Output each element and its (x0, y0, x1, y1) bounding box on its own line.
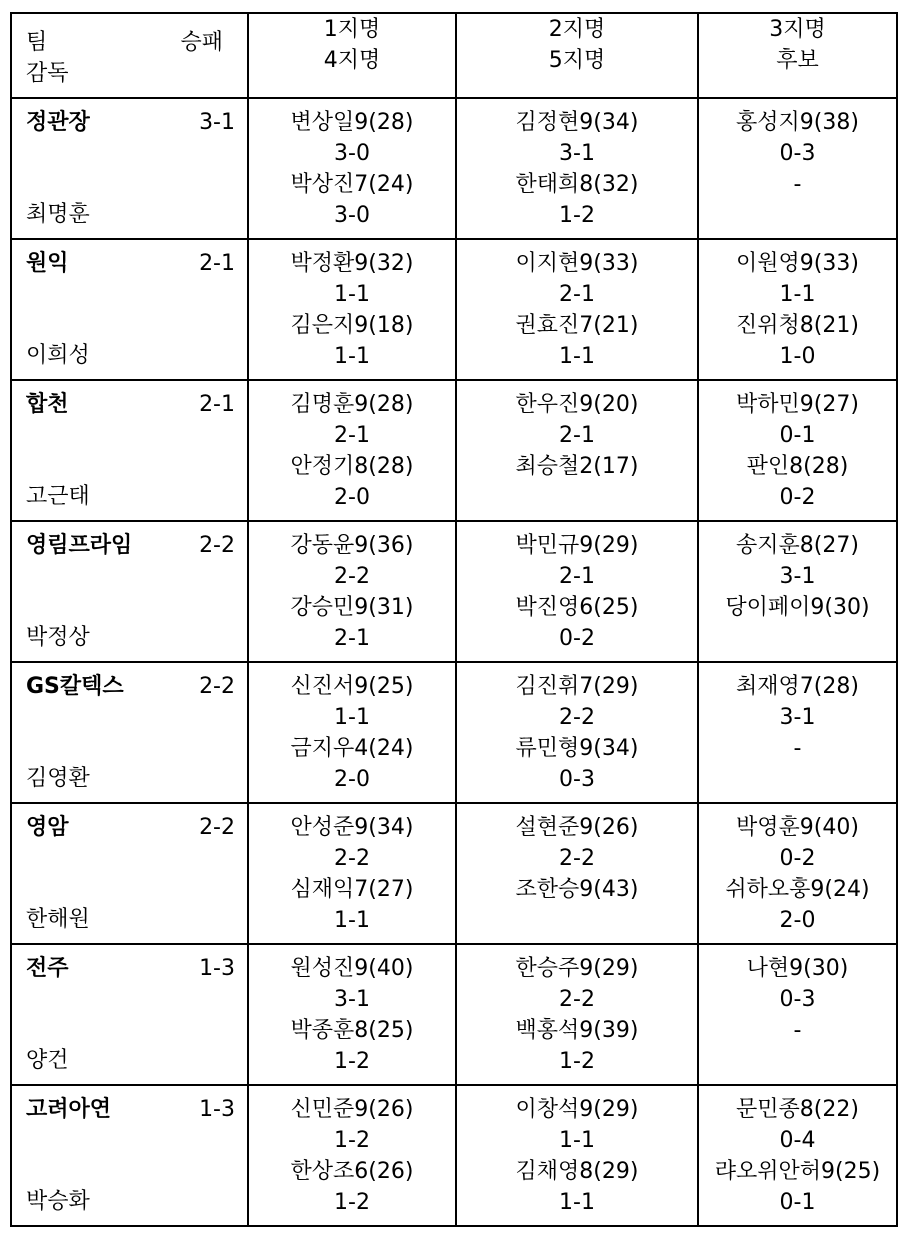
team-record: 2-2 (199, 533, 235, 558)
player-name: 김명훈9(28) (290, 392, 414, 417)
team-cell (11, 98, 248, 239)
player-record: 0-3 (779, 987, 816, 1012)
header-pick2-label: 2지명 (548, 17, 606, 42)
player-name: 원성진9(40) (290, 956, 414, 981)
player-name: 안성준9(34) (290, 815, 414, 840)
player-name: 당이페이9(30) (725, 595, 870, 620)
player-record: 1-1 (779, 282, 816, 307)
player-name: 송지훈8(27) (736, 533, 859, 558)
team-row (11, 803, 897, 944)
player-record: 1-2 (334, 1190, 370, 1215)
pick-column-2-cell (456, 1085, 698, 1226)
pick-column-1-cell (248, 1085, 456, 1226)
player-name: 박민규9(29) (515, 533, 639, 558)
player-record: 2-2 (334, 846, 370, 871)
team-record: 2-1 (199, 392, 235, 417)
player-name: 박영훈9(40) (736, 815, 859, 840)
player-name: - (793, 172, 802, 197)
player-name: 김진휘7(29) (515, 674, 639, 699)
player-record: 0-2 (779, 485, 816, 510)
player-record: 2-0 (334, 767, 370, 792)
header-pick4-label: 4지명 (323, 48, 381, 73)
player-name: 권효진7(21) (515, 313, 639, 338)
coach-name: 박정상 (26, 625, 90, 650)
team-name: 전주 (26, 956, 69, 981)
team-record: 1-3 (199, 956, 235, 981)
team-record: 2-2 (199, 815, 235, 840)
player-record: 1-1 (334, 282, 370, 307)
player-record: 1-2 (334, 1049, 370, 1074)
player-name: 변상일9(28) (290, 110, 414, 135)
pick-column-3-cell (698, 239, 897, 380)
player-record: 1-2 (559, 1049, 595, 1074)
player-record (699, 623, 896, 654)
player-record: 2-2 (559, 987, 595, 1012)
player-record: 3-0 (334, 203, 370, 228)
team-cell (11, 239, 248, 380)
player-record: 2-2 (559, 846, 595, 871)
team-record: 2-2 (199, 674, 235, 699)
header-team-label: 팀 (26, 30, 48, 55)
player-record: 2-2 (334, 564, 370, 589)
header-coach-label: 감독 (26, 61, 69, 86)
team-name: 영암 (26, 815, 69, 840)
player-name: 김은지9(18) (290, 313, 414, 338)
team-name: 원익 (26, 251, 69, 276)
team-row (11, 98, 897, 239)
player-name: 박정환9(32) (290, 251, 414, 276)
player-name: 박진영6(25) (515, 595, 639, 620)
player-record: 2-1 (559, 282, 595, 307)
player-name: 박상진7(24) (290, 172, 414, 197)
player-name: 진위청8(21) (736, 313, 859, 338)
team-cell (11, 803, 248, 944)
team-row (11, 521, 897, 662)
player-record: 2-1 (559, 564, 595, 589)
player-name: 최승철2(17) (515, 454, 639, 479)
player-name: 쉬하오훙9(24) (725, 877, 870, 902)
league-roster-table (10, 12, 898, 1227)
team-cell (11, 521, 248, 662)
player-name: 조한승9(43) (515, 877, 639, 902)
pick-column-3-cell (698, 380, 897, 521)
player-record (699, 200, 896, 231)
team-cell (11, 662, 248, 803)
header-pick2-cell (456, 13, 698, 98)
player-name: 랴오위안허9(25) (714, 1159, 881, 1184)
header-pick3-label: 3지명 (769, 17, 826, 42)
header-team-cell (11, 13, 248, 98)
player-name: 박종훈8(25) (290, 1018, 414, 1043)
pick-column-2-cell (456, 944, 698, 1085)
coach-name: 고근태 (26, 484, 90, 509)
team-row (11, 239, 897, 380)
player-name: 신민준9(26) (290, 1097, 414, 1122)
player-record (699, 1046, 896, 1077)
player-record: 3-1 (779, 705, 816, 730)
pick-column-1-cell (248, 239, 456, 380)
player-record: 0-3 (779, 141, 816, 166)
player-name: 이창석9(29) (515, 1097, 639, 1122)
player-record: 2-1 (559, 423, 595, 448)
player-record: 0-2 (779, 846, 816, 871)
coach-name: 최명훈 (26, 202, 90, 227)
pick-column-3-cell (698, 521, 897, 662)
team-row (11, 944, 897, 1085)
player-name: 김정현9(34) (515, 110, 639, 135)
player-record: 1-1 (334, 344, 370, 369)
team-row (11, 1085, 897, 1226)
header-reserve-label: 후보 (776, 48, 819, 73)
team-name: 정관장 (26, 110, 90, 135)
player-name: 박하민9(27) (736, 392, 859, 417)
pick-column-3-cell (698, 662, 897, 803)
player-name: 한태희8(32) (515, 172, 639, 197)
team-record: 3-1 (199, 110, 235, 135)
header-record-label: 승패 (180, 30, 223, 55)
header-pick3-cell (698, 13, 897, 98)
player-name: 강승민9(31) (290, 595, 414, 620)
pick-column-1-cell (248, 944, 456, 1085)
player-name: - (793, 736, 802, 761)
player-record: 1-1 (559, 1190, 595, 1215)
player-record: 0-2 (559, 626, 595, 651)
player-name: 한우진9(20) (515, 392, 639, 417)
player-record: 3-1 (334, 987, 370, 1012)
coach-name: 한해원 (26, 907, 90, 932)
player-record: 0-3 (559, 767, 595, 792)
team-name: GS칼텍스 (26, 674, 124, 699)
player-record: 1-1 (559, 1128, 595, 1153)
player-name: 한상조6(26) (290, 1159, 414, 1184)
player-name: 설현준9(26) (515, 815, 639, 840)
player-record: 1-2 (334, 1128, 370, 1153)
team-name: 합천 (26, 392, 69, 417)
pick-column-2-cell (456, 803, 698, 944)
player-name: 나현9(30) (746, 956, 849, 981)
player-name: 판인8(28) (746, 454, 849, 479)
pick-column-1-cell (248, 521, 456, 662)
player-name: 금지우4(24) (290, 736, 414, 761)
player-name: 한승주9(29) (515, 956, 639, 981)
player-name: 백홍석9(39) (515, 1018, 639, 1043)
player-name: 심재익7(27) (290, 877, 414, 902)
coach-name: 김영환 (26, 766, 90, 791)
player-name: 김채영8(29) (515, 1159, 639, 1184)
player-record (457, 905, 697, 936)
player-name: - (793, 1018, 802, 1043)
team-row (11, 380, 897, 521)
pick-column-2-cell (456, 662, 698, 803)
pick-column-3-cell (698, 944, 897, 1085)
player-name: 홍성지9(38) (736, 110, 859, 135)
team-cell (11, 1085, 248, 1226)
player-record (457, 482, 697, 513)
pick-column-3-cell (698, 803, 897, 944)
team-name: 고려아연 (26, 1097, 112, 1122)
pick-column-1-cell (248, 662, 456, 803)
player-record: 3-1 (779, 564, 816, 589)
player-record: 2-1 (334, 626, 370, 651)
player-record: 1-0 (779, 344, 816, 369)
player-name: 최재영7(28) (736, 674, 859, 699)
team-record: 1-3 (199, 1097, 235, 1122)
pick-column-3-cell (698, 1085, 897, 1226)
header-pick1-cell (248, 13, 456, 98)
team-name: 영림프라임 (26, 533, 133, 558)
player-name: 강동윤9(36) (290, 533, 414, 558)
player-name: 신진서9(25) (290, 674, 414, 699)
player-record (699, 764, 896, 795)
pick-column-1-cell (248, 98, 456, 239)
player-record: 0-1 (779, 423, 816, 448)
player-record: 3-0 (334, 141, 370, 166)
pick-column-2-cell (456, 98, 698, 239)
player-record: 2-0 (779, 908, 816, 933)
pick-column-3-cell (698, 98, 897, 239)
team-record: 2-1 (199, 251, 235, 276)
pick-column-2-cell (456, 239, 698, 380)
pick-column-2-cell (456, 380, 698, 521)
pick-column-1-cell (248, 380, 456, 521)
player-record: 2-2 (559, 705, 595, 730)
player-name: 이지현9(33) (515, 251, 639, 276)
player-record: 1-1 (334, 908, 370, 933)
header-pick5-label: 5지명 (548, 48, 606, 73)
coach-name: 박승화 (26, 1189, 90, 1214)
player-record: 1-1 (334, 705, 370, 730)
team-row (11, 662, 897, 803)
header-pick1-label: 1지명 (323, 17, 381, 42)
player-record: 1-2 (559, 203, 595, 228)
player-record: 3-1 (559, 141, 595, 166)
player-record: 2-1 (334, 423, 370, 448)
team-cell (11, 380, 248, 521)
header-row (11, 13, 897, 98)
player-name: 문민종8(22) (736, 1097, 859, 1122)
player-record: 1-1 (559, 344, 595, 369)
player-name: 안정기8(28) (290, 454, 414, 479)
pick-column-2-cell (456, 521, 698, 662)
team-cell (11, 944, 248, 1085)
player-name: 류민형9(34) (515, 736, 639, 761)
coach-name: 이희성 (26, 343, 90, 368)
pick-column-1-cell (248, 803, 456, 944)
player-record: 0-1 (779, 1190, 816, 1215)
player-record: 0-4 (779, 1128, 816, 1153)
player-record: 2-0 (334, 485, 370, 510)
coach-name: 양건 (26, 1048, 69, 1073)
player-name: 이원영9(33) (736, 251, 859, 276)
